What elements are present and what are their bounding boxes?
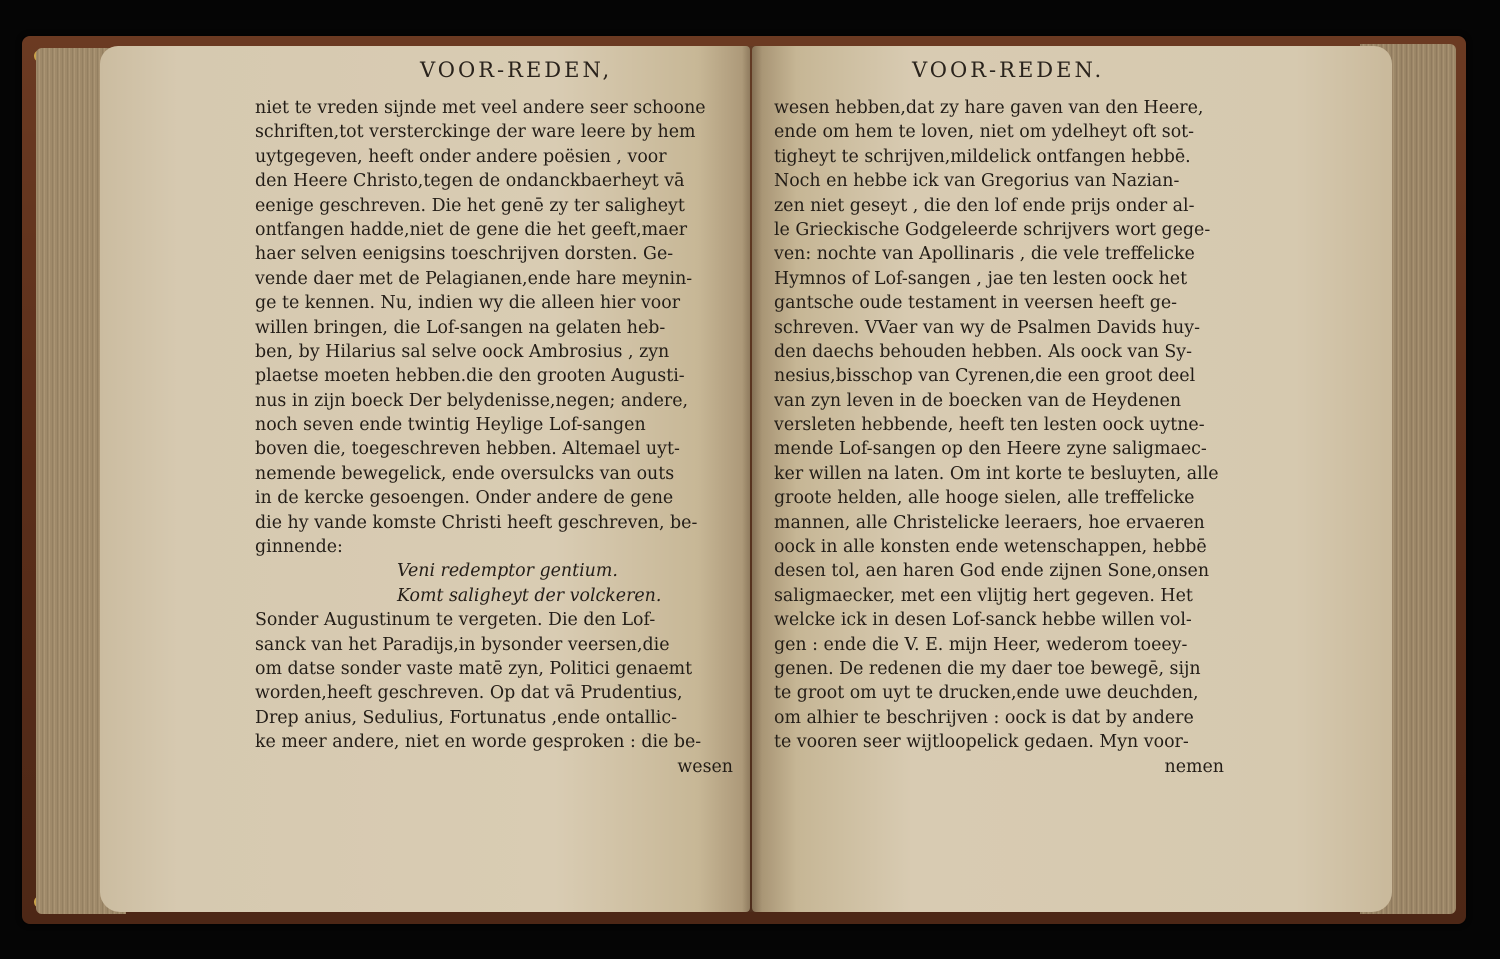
text-line: ven: nochte van Apollinaris , die vele treffelicke <box>774 244 1195 265</box>
text-line: om datse sonder vaste matē zyn, Politici genaemt <box>255 658 693 679</box>
text-line: te groot om uyt te drucken,ende uwe deuchden, <box>774 683 1199 704</box>
left-page <box>100 46 750 912</box>
left-running-head: VOOR-REDEN, <box>420 58 613 82</box>
text-line: Sonder Augustinum te vergeten. Die den Lof- <box>255 610 656 631</box>
left-text-block <box>255 96 743 779</box>
text-line: mende Lof-sangen op den Heere zyne saligmaec- <box>774 439 1207 460</box>
right-running-head: VOOR-REDEN. <box>912 58 1105 82</box>
text-line: oock in alle konsten ende wetenschappen, hebbē <box>774 537 1207 558</box>
right-text-block <box>774 96 1234 779</box>
text-line: le Grieckische Godgeleerde schrijvers wort gege- <box>774 219 1211 240</box>
text-line: om alhier te beschrijven : oock is dat by andere <box>774 707 1194 728</box>
text-line: in de kercke gesoengen. Onder andere de gene <box>255 488 674 509</box>
verse-line: Komt saligheyt der volckeren. <box>397 585 662 606</box>
right-page <box>752 46 1392 912</box>
text-line: gantsche oude testament in veersen heeft ge- <box>774 293 1178 314</box>
text-line: ben, by Hilarius sal selve oock Ambrosius , zyn <box>255 341 670 362</box>
book-gutter <box>742 46 762 912</box>
text-line: worden,heeft geschreven. Op dat vā Prudentius, <box>255 683 683 704</box>
text-line: versleten hebbende, heeft ten lesten oock uytne- <box>774 415 1205 436</box>
text-line: ke meer andere, niet en worde gesproken : die be- <box>255 732 702 753</box>
text-line: zen niet geseyt , die den lof ende prijs onder al- <box>774 195 1195 216</box>
text-line: ende om hem te loven, niet om ydelheyt oft sot- <box>774 122 1195 143</box>
right-catchword: nemen <box>1164 756 1224 777</box>
text-line: sanck van het Paradijs,in bysonder veersen,die <box>255 634 670 655</box>
text-line: den daechs behouden hebben. Als oock van Sy- <box>774 341 1192 362</box>
text-line: boven die, toegeschreven hebben. Altemael uyt- <box>255 439 680 460</box>
text-line: wesen hebben,dat zy hare gaven van den Heere, <box>774 98 1204 118</box>
text-line: mannen, alle Christelicke leeraers, hoe ervaeren <box>774 512 1205 533</box>
text-line: ker willen na laten. Om int korte te besluyten, alle <box>774 463 1219 484</box>
text-line: ge te kennen. Nu, indien wy die alleen hier voor <box>255 293 681 314</box>
text-line: te vooren seer wijtloopelick gedaen. Myn voor- <box>774 732 1189 753</box>
text-line: plaetse moeten hebben.die den grooten Augusti- <box>255 366 685 387</box>
text-line: nemende bewegelick, ende oversulcks van outs <box>255 463 675 484</box>
text-line: willen bringen, die Lof-sangen na gelaten heb- <box>255 317 666 338</box>
text-line: eenige geschreven. Die het genē zy ter saligheyt <box>255 195 685 216</box>
left-catchword: wesen <box>677 756 733 777</box>
text-line: desen tol, aen haren God ende zijnen Sone,onsen <box>774 561 1210 582</box>
text-line: saligmaecker, met een vlijtig hert gegeven. Het <box>774 585 1193 606</box>
text-line: ginnende: <box>255 537 343 558</box>
text-line: nesius,bisschop van Cyrenen,die een groot deel <box>774 366 1196 387</box>
text-line: haer selven eenigsins toeschrijven dorsten. Ge- <box>255 244 674 265</box>
text-line: ontfangen hadde,niet de gene die het geeft,maer <box>255 219 688 240</box>
text-line: uytgegeven, heeft onder andere poësien , voor <box>255 146 667 167</box>
text-line: groote helden, alle hooge sielen, alle treffelicke <box>774 488 1195 509</box>
text-line: van zyn leven in de boecken van de Heydenen <box>774 390 1182 411</box>
text-line: noch seven ende twintig Heylige Lof-sangen <box>255 415 646 436</box>
text-line: nus in zijn boeck Der belydenisse,negen; andere, <box>255 390 689 411</box>
text-line: den Heere Christo,tegen de ondanckbaerheyt vā <box>255 171 685 192</box>
text-line: schreven. VVaer van wy de Psalmen Davids huy- <box>774 317 1200 338</box>
text-line: gen : ende die V. E. mijn Heer, wederom toeey- <box>774 634 1188 655</box>
text-line: vende daer met de Pelagianen,ende hare meynin- <box>255 268 693 289</box>
text-line: niet te vreden sijnde met veel andere seer schoone <box>255 98 706 118</box>
text-line: Drep anius, Sedulius, Fortunatus ,ende ontallic- <box>255 707 677 728</box>
text-line: Hymnos of Lof-sangen , jae ten lesten oock het <box>774 268 1188 289</box>
text-line: die hy vande komste Christi heeft geschreven, be- <box>255 512 698 533</box>
text-line: Noch en hebbe ick van Gregorius van Nazian- <box>774 171 1180 192</box>
text-line: welcke ick in desen Lof-sanck hebbe willen vol- <box>774 610 1192 631</box>
text-line: genen. De redenen die my daer toe bewegē, sijn <box>774 658 1201 679</box>
text-line: schriften,tot versterckinge der ware leere by hem <box>255 122 696 143</box>
text-line: tigheyt te schrijven,mildelick ontfangen hebbē. <box>774 146 1191 167</box>
verse-line: Veni redemptor gentium. <box>397 561 618 582</box>
